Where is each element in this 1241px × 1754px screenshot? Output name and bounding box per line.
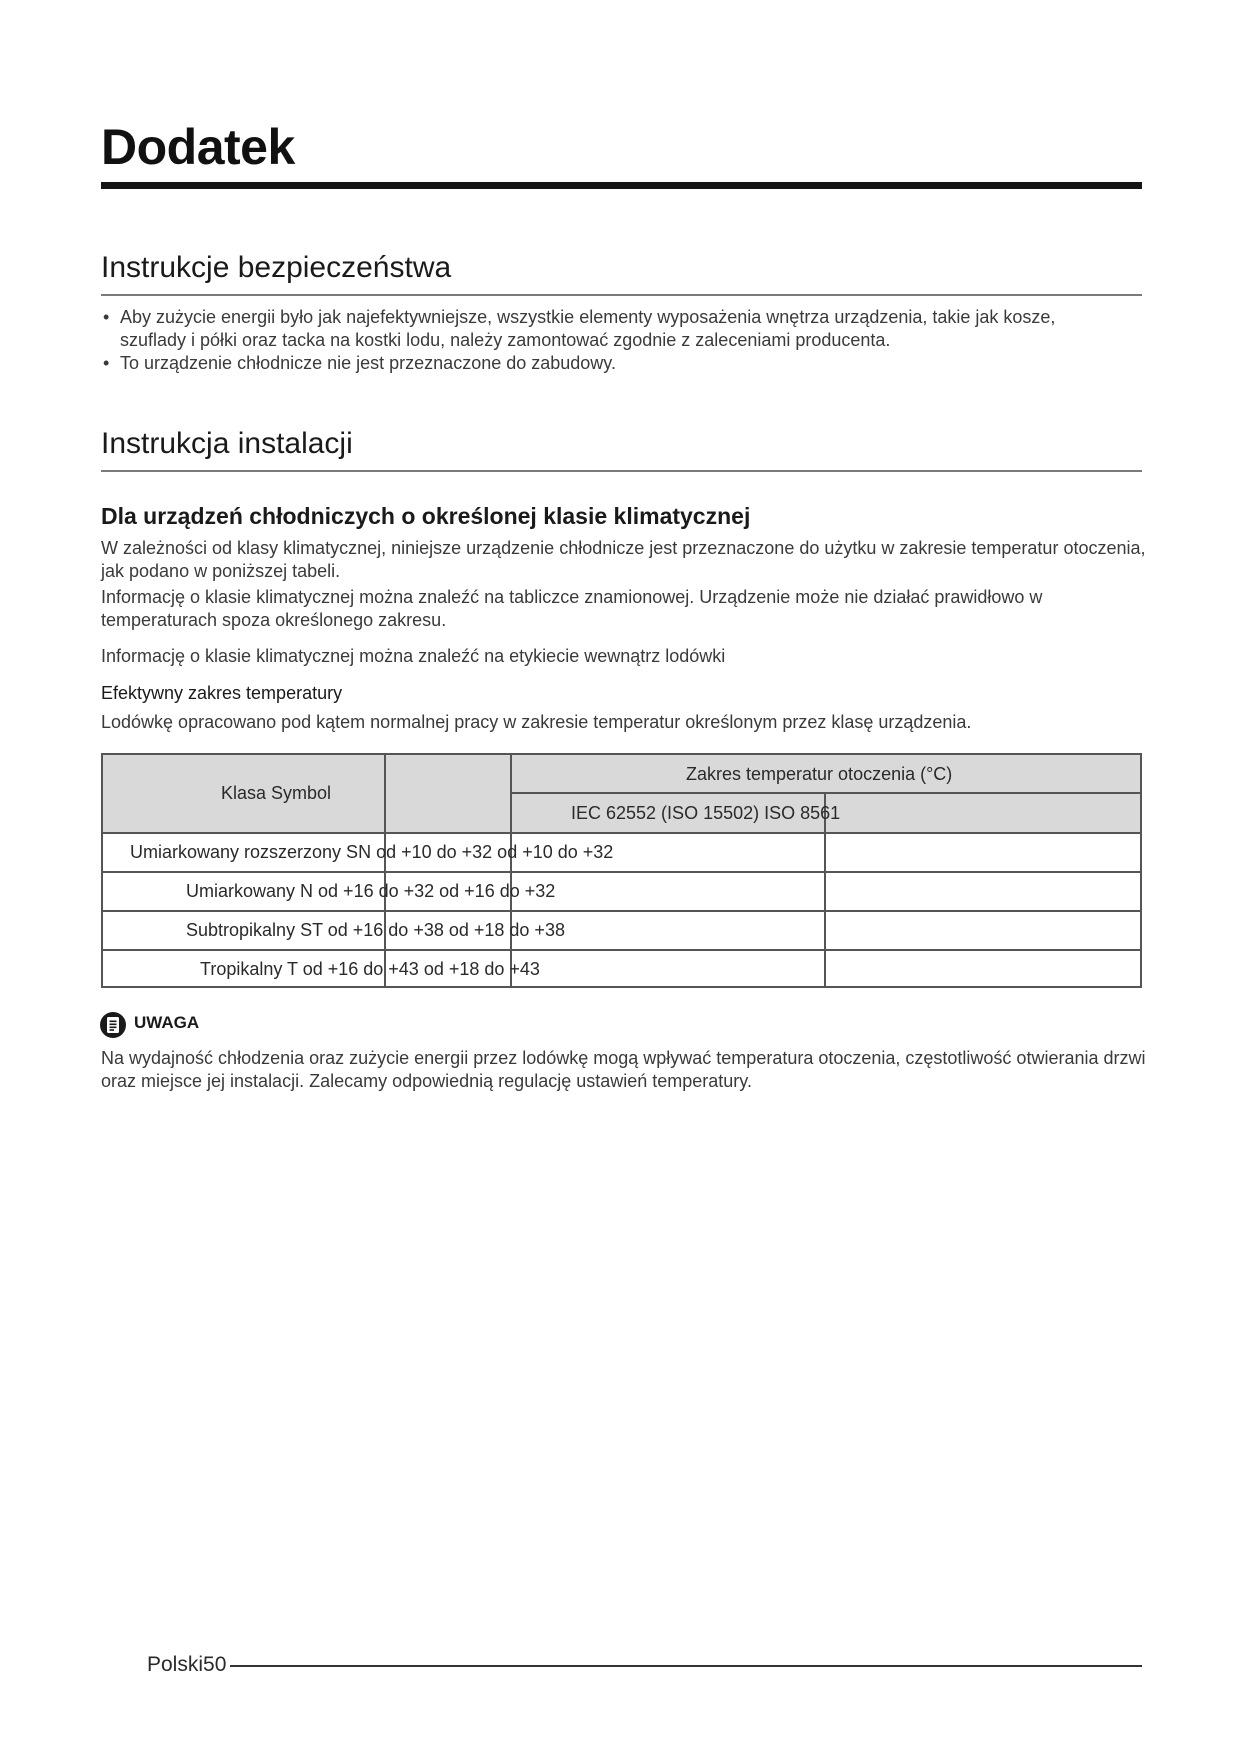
climate-paragraph-3: Informację o klasie klimatycznej można znaleźć na etykiecie wewnątrz lodówki xyxy=(101,646,726,666)
header-class-symbol: Klasa Symbol xyxy=(221,783,332,803)
climate-paragraph-1: W zależności od klasy klimatycznej, niniejsze urządzenie chłodnicze jest przeznaczone do użytku w zakresie temperatur otoczenia, jak podano w poniższej tabeli. xyxy=(101,538,1146,581)
table-line xyxy=(384,755,386,986)
safety-bullet-1: • Aby zużycie energii było jak najefektywniejsze, wszystkie elementy wyposażenia wnętrza urządzenia, takie jak kosze, szuflady i półki oraz tacka na kostki lodu, należy zamontować zgodnie z zaleceniami producenta. xyxy=(101,306,1121,352)
installation-divider xyxy=(101,470,1142,472)
table-row: Subtropikalny ST od +16 do +38 od +18 do +38 xyxy=(186,920,565,940)
installation-heading: Instrukcja instalacji xyxy=(101,427,353,460)
note-label: UWAGA xyxy=(134,1013,200,1032)
climate-paragraph-2: Informację o klasie klimatycznej można znaleźć na tabliczce znamionowej. Urządzenie może nie działać prawidłowo w temperaturach spoza określonego zakresu. xyxy=(101,587,1043,630)
footer-divider xyxy=(230,1665,1142,1667)
table-line xyxy=(103,832,1140,834)
table-row: Umiarkowany N od +16 do +32 od +16 do +32 xyxy=(186,881,556,901)
table-row: Umiarkowany rozszerzony SN od +10 do +32 od +10 do +32 xyxy=(130,842,614,862)
footer-language: Polski xyxy=(147,1653,204,1676)
header-temperature-range: Zakres temperatur otoczenia (°C) xyxy=(686,764,953,784)
table-line xyxy=(103,871,1140,873)
safety-heading: Instrukcje bezpieczeństwa xyxy=(101,251,452,284)
climate-class-table xyxy=(101,753,1142,988)
safety-bullet-2: • To urządzenie chłodnicze nie jest przeznaczone do zabudowy. xyxy=(101,352,1121,375)
table-line xyxy=(103,910,1140,912)
effective-range-label: Efektywny zakres temperatury xyxy=(101,683,343,703)
note-icon xyxy=(100,1012,126,1038)
header-standards: IEC 62552 (ISO 15502) ISO 8561 xyxy=(571,803,841,823)
note-text: Na wydajność chłodzenia oraz zużycie energii przez lodówkę mogą wpływać temperatura otoczenia, częstotliwość otwierania drzwi oraz miejsce jej instalacji. Zalecamy odpowiednią regulację ustawień temperatury. xyxy=(101,1048,1146,1091)
page-number: 50 xyxy=(203,1653,227,1676)
table-line xyxy=(103,949,1140,951)
page-footer-label xyxy=(147,1653,226,1677)
table-line xyxy=(510,755,512,986)
safety-divider xyxy=(101,294,1142,296)
safety-bullet-list xyxy=(101,306,1121,375)
climate-class-subheading: Dla urządzeń chłodniczych o określonej klasie klimatycznej xyxy=(101,503,751,529)
table-row: Tropikalny T od +16 do +43 od +18 do +43 xyxy=(200,959,540,979)
title-divider xyxy=(101,182,1142,189)
page-title: Dodatek xyxy=(101,119,295,175)
effective-range-text: Lodówkę opracowano pod kątem normalnej pracy w zakresie temperatur określonym przez klasę urządzenia. xyxy=(101,712,972,732)
